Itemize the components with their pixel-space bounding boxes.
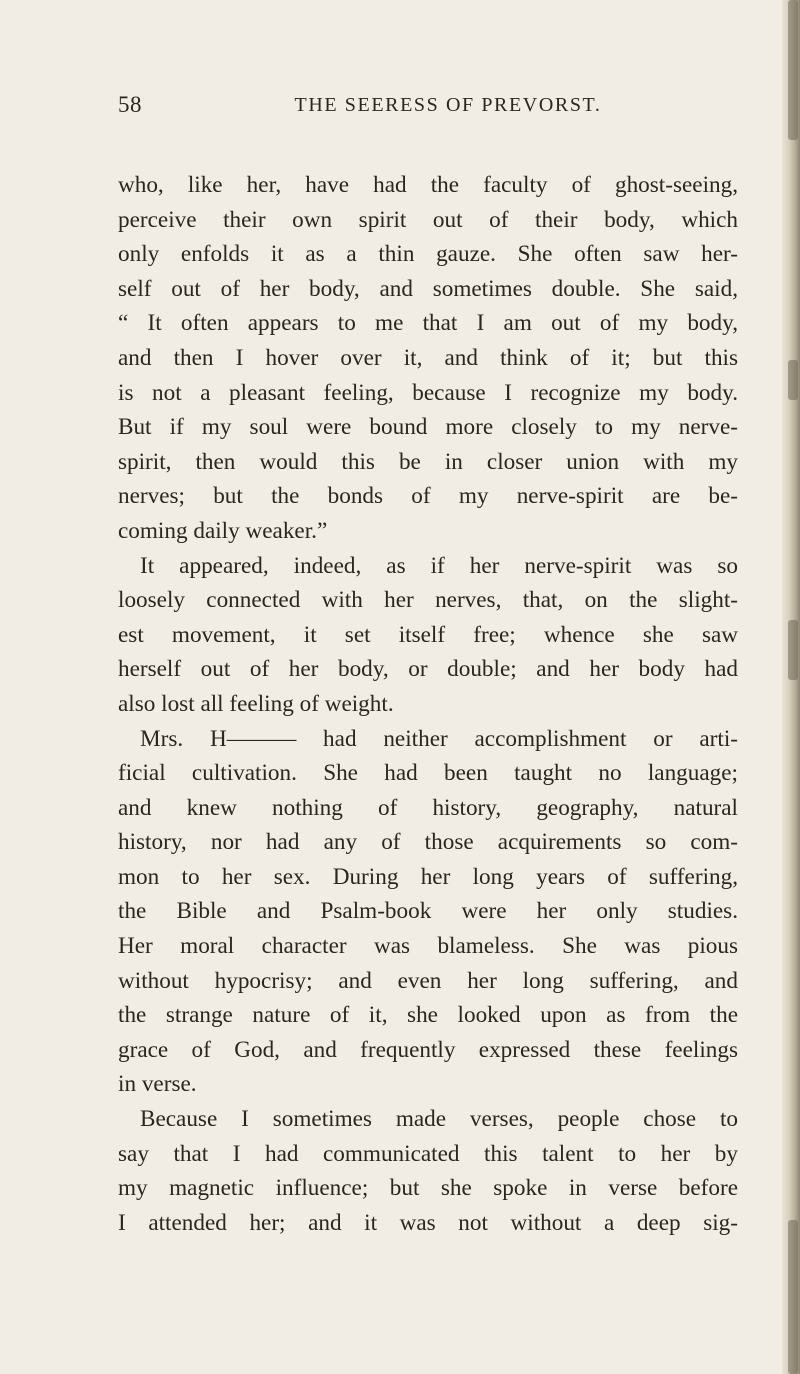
text-line: nerves; but the bonds of my nerve-spirit are be- bbox=[118, 483, 738, 510]
text-line: grace of God, and frequently expressed these feelings bbox=[118, 1036, 738, 1063]
page-edge-mark bbox=[788, 620, 798, 680]
body-text bbox=[118, 168, 738, 1240]
text-line: only enfolds it as a thin gauze. She often saw her- bbox=[118, 241, 738, 268]
text-line: perceive their own spirit out of their body, which bbox=[118, 206, 738, 233]
text-line: herself out of her body, or double; and her body had bbox=[118, 656, 738, 683]
text-line: “ It often appears to me that I am out of my body, bbox=[118, 310, 738, 337]
text-line: without hypocrisy; and even her long suffering, and bbox=[118, 967, 738, 994]
page-header bbox=[118, 92, 728, 122]
text-line: the Bible and Psalm-book were her only studies. bbox=[118, 898, 738, 925]
text-line: who, like her, have had the faculty of ghost-seeing, bbox=[118, 172, 738, 198]
text-line: say that I had communicated this talent to her by bbox=[118, 1140, 738, 1167]
text-line: the strange nature of it, she looked upon as from the bbox=[118, 1002, 738, 1029]
page-edge-mark bbox=[788, 1220, 798, 1374]
page-edge-shadow bbox=[782, 0, 800, 1374]
text-line: in verse. bbox=[118, 1071, 197, 1098]
text-line: But if my soul were bound more closely to my nerve- bbox=[118, 414, 738, 441]
text-line: is not a pleasant feeling, because I recognize my body. bbox=[118, 379, 738, 406]
page-edge-mark bbox=[788, 0, 798, 140]
text-line: coming daily weaker.” bbox=[118, 517, 328, 544]
text-line: and then I hover over it, and think of it; but this bbox=[118, 344, 738, 371]
text-line: I attended her; and it was not without a deep sig- bbox=[118, 1209, 738, 1236]
text-line: my magnetic influence; but she spoke in verse before bbox=[118, 1175, 738, 1202]
page-number: 58 bbox=[118, 92, 142, 117]
text-line: loosely connected with her nerves, that, on the slight- bbox=[118, 587, 738, 614]
text-line: history, nor had any of those acquirements so com- bbox=[118, 829, 738, 856]
text-line: Her moral character was blameless. She was pious bbox=[118, 933, 738, 960]
text-line: ficial cultivation. She had been taught no language; bbox=[118, 760, 738, 787]
running-head: THE SEERESS OF PREVORST. bbox=[294, 94, 602, 116]
text-line: It appeared, indeed, as if her nerve-spirit was so bbox=[140, 552, 738, 579]
text-line: Because I sometimes made verses, people chose to bbox=[140, 1106, 738, 1133]
text-line: self out of her body, and sometimes double. She said, bbox=[118, 275, 738, 302]
text-line: mon to her sex. During her long years of suffering, bbox=[118, 863, 738, 890]
text-line: spirit, then would this be in closer union with my bbox=[118, 448, 738, 475]
text-line: also lost all feeling of weight. bbox=[118, 690, 394, 717]
text-line: and knew nothing of history, geography, natural bbox=[118, 794, 738, 821]
text-line: est movement, it set itself free; whence she saw bbox=[118, 621, 738, 648]
text-line: Mrs. H——— had neither accomplishment or arti- bbox=[140, 725, 738, 752]
page-edge-mark bbox=[788, 360, 798, 400]
